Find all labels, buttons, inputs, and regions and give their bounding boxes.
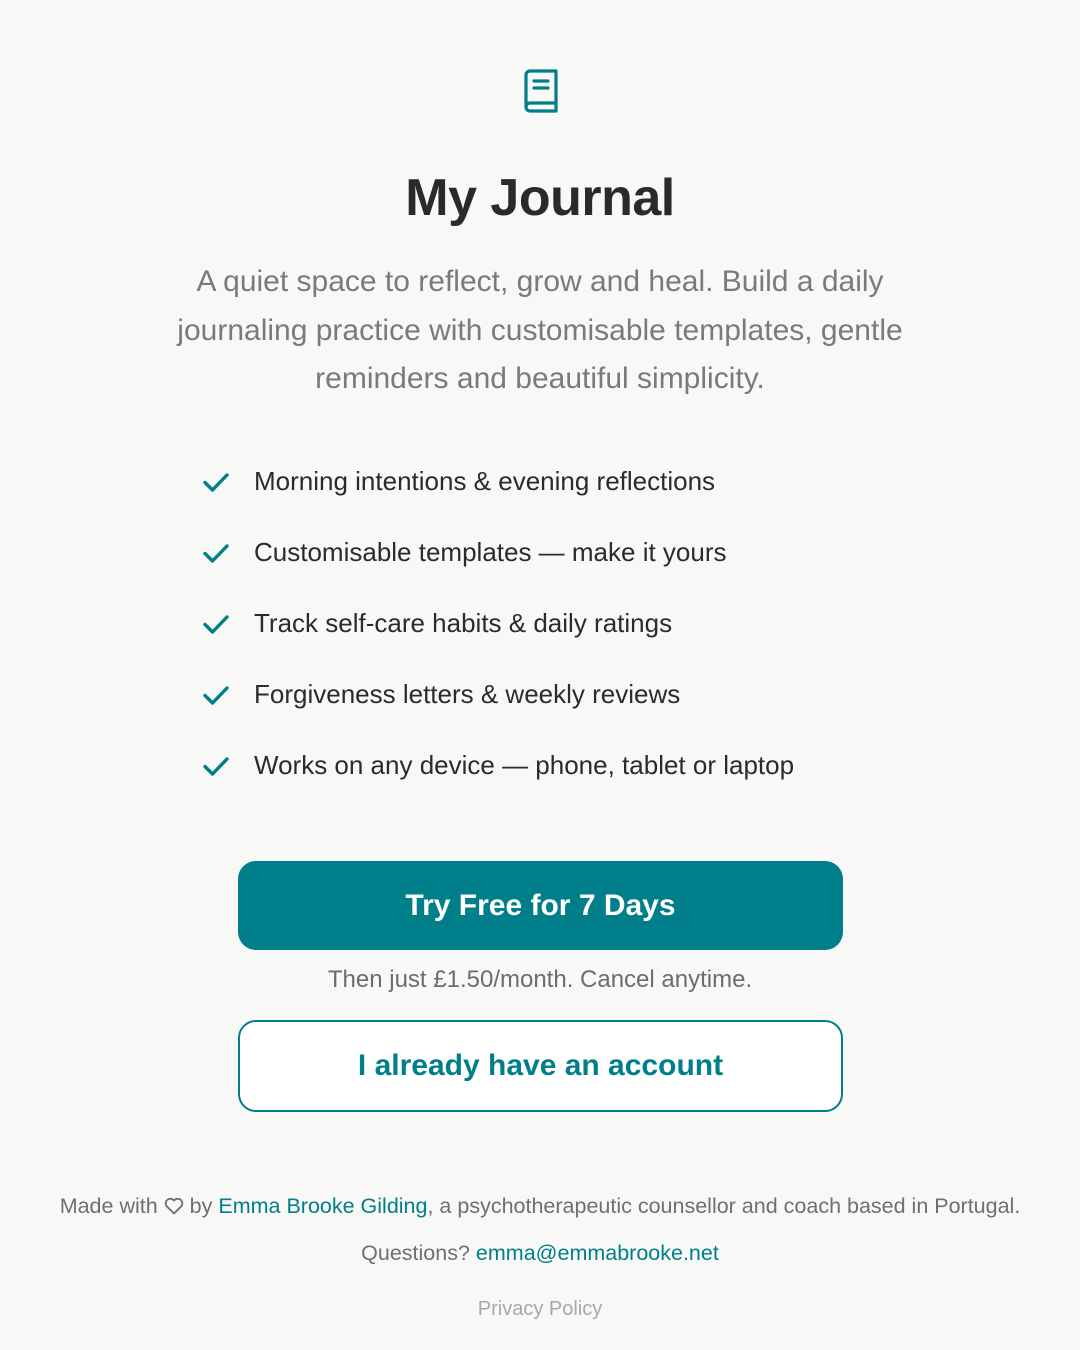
try-free-button[interactable]: Try Free for 7 Days	[238, 861, 843, 950]
check-icon	[200, 679, 232, 711]
feature-item	[200, 742, 920, 813]
email-link[interactable]: emma@emmabrooke.net	[475, 1241, 719, 1265]
heart-icon	[164, 1197, 184, 1215]
footer-credit	[0, 1194, 1080, 1219]
check-icon	[200, 608, 232, 640]
tagline: A quiet space to reflect, grow and heal. Build a daily journaling practice with customisable templates, gentle reminders and beautiful simplicity.	[177, 265, 903, 395]
price-note: Then just £1.50/month. Cancel anytime.	[327, 966, 753, 993]
feature-text: Customisable templates — make it yours	[254, 537, 727, 567]
feature-text: Works on any device — phone, tablet or laptop	[254, 750, 795, 780]
feature-item	[200, 671, 920, 742]
by-text: by	[189, 1194, 213, 1218]
feature-text: Track self-care habits & daily ratings	[254, 608, 673, 638]
footer-contact	[0, 1241, 1080, 1266]
page-title: My Journal	[405, 169, 675, 227]
questions-label: Questions?	[361, 1241, 470, 1265]
login-button[interactable]: I already have an account	[238, 1020, 843, 1112]
author-link[interactable]: Emma Brooke Gilding	[218, 1194, 428, 1218]
feature-list	[200, 458, 920, 813]
check-icon	[200, 750, 232, 782]
feature-item	[200, 600, 920, 671]
feature-text: Morning intentions & evening reflections	[254, 466, 716, 496]
feature-item	[200, 458, 920, 529]
privacy-policy-link[interactable]: Privacy Policy	[477, 1298, 603, 1320]
feature-text: Forgiveness letters & weekly reviews	[254, 679, 681, 709]
made-with-text: Made with	[59, 1194, 158, 1218]
author-description: , a psychotherapeutic counsellor and coach based in Portugal.	[427, 1194, 1021, 1218]
check-icon	[200, 466, 232, 498]
check-icon	[200, 537, 232, 569]
feature-item	[200, 529, 920, 600]
book-icon	[522, 69, 560, 113]
